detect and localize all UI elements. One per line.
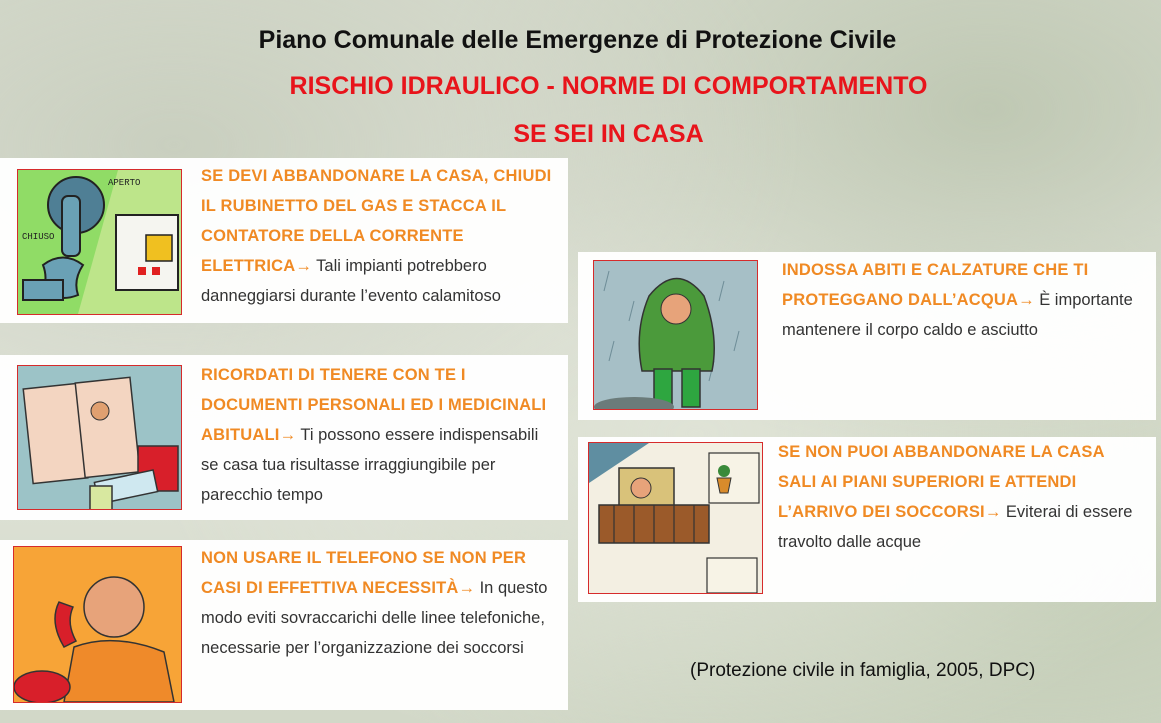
card-body: Eviterai di essere travolto dalle acque: [778, 503, 1133, 551]
section-heading: SE SEI IN CASA: [513, 120, 704, 148]
card-clothing: [578, 252, 1156, 420]
card-body: In questo modo eviti sovraccarichi delle linee telefoniche, necessarie per l’organizzazione dei soccorsi: [201, 579, 548, 657]
card-highlight: RICORDATI DI TENERE CON TE I DOCUMENTI PERSONALI ED I MEDICINALI ABITUALI: [201, 366, 547, 444]
card-text: [782, 255, 1144, 345]
risk-subtitle: RISCHIO IDRAULICO - NORME DI COMPORTAMENTO: [289, 72, 928, 100]
card-text: [201, 360, 556, 510]
page-title: Piano Comunale delle Emergenze di Protezione Civile: [258, 26, 897, 54]
card-highlight: SE NON PUOI ABBANDONARE LA CASA SALI AI PIANI SUPERIORI E ATTENDI L’ARRIVO DEI SOCCORSI: [778, 443, 1105, 521]
card-body: Tali impianti potrebbero danneggiarsi durante l’evento calamitoso: [201, 257, 501, 305]
card-documents: [0, 355, 568, 520]
arrow-icon: →: [295, 257, 312, 275]
card-upper-floors: [578, 437, 1156, 602]
telephone-illustration: [13, 546, 182, 703]
card-text: [778, 437, 1144, 557]
arrow-icon: →: [458, 579, 476, 597]
raincoat-illustration: [593, 260, 758, 410]
card-body: Ti possono essere indispensabili se casa tua risultasse irraggiungibile per parecchio tempo: [201, 426, 539, 504]
card-telephone: [0, 540, 568, 710]
arrow-icon: →: [1018, 291, 1035, 309]
card-text: [201, 543, 556, 663]
card-body: È importante mantenere il corpo caldo e asciutto: [782, 291, 1133, 339]
card-text: [201, 161, 556, 311]
card-highlight: INDOSSA ABITI E CALZATURE CHE TI PROTEGGANO DALL’ACQUA: [782, 261, 1089, 309]
arrow-icon: →: [279, 426, 297, 444]
balcony-illustration: [588, 442, 763, 594]
source-credit: (Protezione civile in famiglia, 2005, DPC): [690, 660, 1036, 681]
card-gas-electricity: [0, 158, 568, 323]
arrow-icon: →: [984, 503, 1002, 521]
card-highlight: SE DEVI ABBANDONARE LA CASA, CHIUDI IL RUBINETTO DEL GAS E STACCA IL CONTATORE DELLA CORRENTE ELETTRICA: [201, 167, 552, 275]
label-open: APERTO: [108, 178, 141, 188]
gas-meter-illustration: [17, 169, 182, 315]
card-highlight: NON USARE IL TELEFONO SE NON PER CASI DI EFFETTIVA NECESSITÀ: [201, 549, 527, 597]
documents-illustration: [17, 365, 182, 510]
label-closed: CHIUSO: [22, 232, 55, 242]
